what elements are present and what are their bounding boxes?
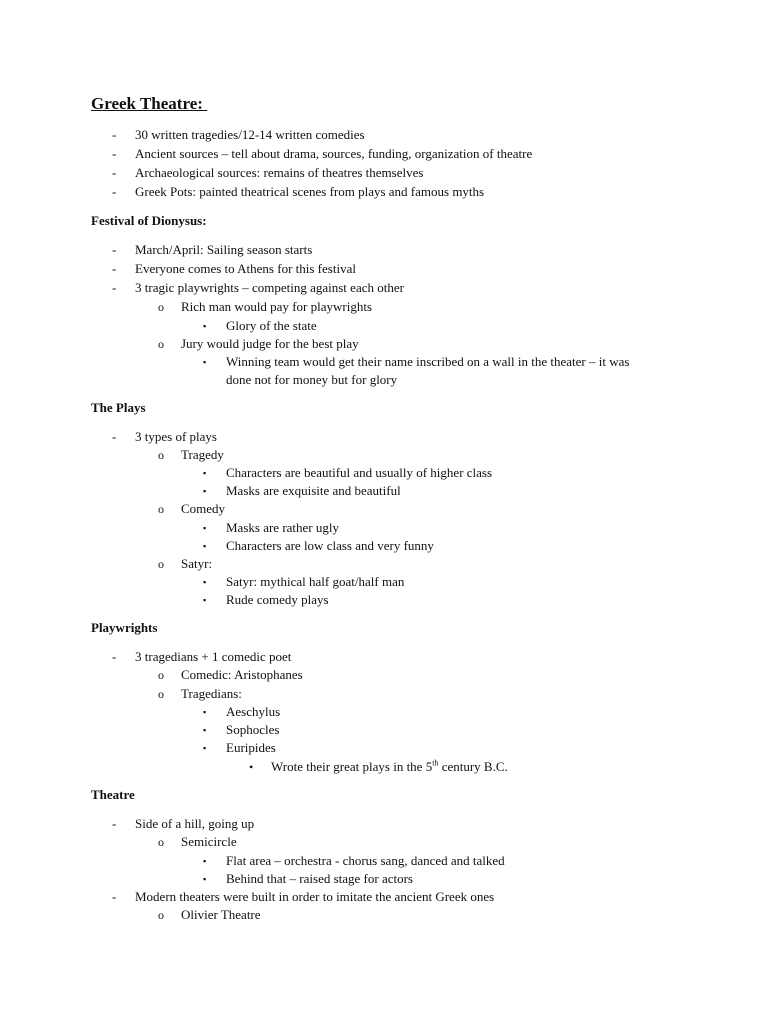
dash-bullet-icon: - bbox=[112, 165, 117, 180]
list-item bbox=[0, 164, 768, 182]
list-item bbox=[0, 446, 768, 464]
square-bullet-icon: ▪ bbox=[203, 523, 207, 533]
list-item-text: Greek Pots: painted theatrical scenes from plays and famous myths bbox=[135, 184, 485, 199]
circle-bullet-icon: o bbox=[158, 448, 164, 462]
square-bullet-icon: ▪ bbox=[203, 595, 207, 605]
list-item bbox=[0, 241, 768, 259]
list-item-text: Winning team would get their name inscribed on a wall in the theater – it was bbox=[226, 354, 630, 369]
square-bullet-icon: ▪ bbox=[203, 874, 207, 884]
list-item bbox=[0, 758, 768, 776]
list-item-text: Archaeological sources: remains of theatres themselves bbox=[135, 165, 424, 180]
list-item-text: Euripides bbox=[226, 740, 276, 755]
list-item-text: Jury would judge for the best play bbox=[181, 336, 359, 351]
circle-bullet-icon: o bbox=[158, 687, 164, 701]
list-item-text: Behind that – raised stage for actors bbox=[226, 871, 413, 886]
dash-bullet-icon: - bbox=[112, 429, 117, 444]
circle-bullet-icon: o bbox=[158, 668, 164, 682]
list-item-text: done not for money but for glory bbox=[226, 372, 398, 387]
list-item bbox=[0, 279, 768, 297]
list-item bbox=[0, 500, 768, 518]
list-item bbox=[0, 666, 768, 684]
dash-bullet-icon: - bbox=[112, 242, 117, 257]
document-title: Greek Theatre: bbox=[91, 94, 208, 113]
list-item-text: Rude comedy plays bbox=[226, 592, 329, 607]
circle-bullet-icon: o bbox=[158, 557, 164, 571]
list-item-text: Characters are beautiful and usually of higher class bbox=[226, 465, 493, 480]
list-item bbox=[0, 648, 768, 666]
list-item-text: Side of a hill, going up bbox=[135, 816, 255, 831]
list-item-text: 3 tragedians + 1 comedic poet bbox=[135, 649, 292, 664]
list-item bbox=[0, 888, 768, 906]
list-item-text: 30 written tragedies/12-14 written comedies bbox=[135, 127, 365, 142]
list-item-text: Satyr: bbox=[181, 556, 213, 571]
dash-bullet-icon: - bbox=[112, 127, 117, 142]
dash-bullet-icon: - bbox=[112, 816, 117, 831]
list-item bbox=[0, 260, 768, 278]
circle-bullet-icon: o bbox=[158, 300, 164, 314]
list-item bbox=[0, 519, 768, 537]
square-bullet-icon: ▪ bbox=[203, 321, 207, 331]
dash-bullet-icon: - bbox=[112, 280, 117, 295]
list-item-text: Sophocles bbox=[226, 722, 280, 737]
square-bullet-icon: ▪ bbox=[203, 577, 207, 587]
circle-bullet-icon: o bbox=[158, 337, 164, 351]
list-item bbox=[0, 126, 768, 144]
list-item bbox=[0, 906, 768, 924]
list-item bbox=[0, 317, 768, 335]
circle-bullet-icon: o bbox=[158, 502, 164, 516]
list-item-text: Tragedy bbox=[181, 447, 224, 462]
list-item-text: Rich man would pay for playwrights bbox=[181, 299, 372, 314]
list-item-text: Comedic: Aristophanes bbox=[181, 667, 303, 682]
list-item-text: March/April: Sailing season starts bbox=[135, 242, 313, 257]
list-item-text: Glory of the state bbox=[226, 318, 317, 333]
dash-bullet-icon: - bbox=[112, 261, 117, 276]
list-item bbox=[0, 482, 768, 500]
list-item bbox=[0, 721, 768, 739]
list-item bbox=[0, 555, 768, 573]
text-run: Wrote their great plays in the 5 bbox=[271, 759, 433, 774]
list-item-continuation bbox=[0, 371, 768, 389]
list-item bbox=[0, 739, 768, 757]
list-item bbox=[0, 335, 768, 353]
list-item-text: Semicircle bbox=[181, 834, 237, 849]
list-item-text: Characters are low class and very funny bbox=[226, 538, 434, 553]
square-bullet-icon: ▪ bbox=[203, 743, 207, 753]
list-item bbox=[0, 537, 768, 555]
list-item bbox=[0, 685, 768, 703]
list-item bbox=[0, 298, 768, 316]
circle-bullet-icon: o bbox=[158, 835, 164, 849]
list-item-text: Aeschylus bbox=[226, 704, 281, 719]
list-item bbox=[0, 183, 768, 201]
list-item-text: Olivier Theatre bbox=[181, 907, 261, 922]
list-item-text: Masks are rather ugly bbox=[226, 520, 339, 535]
list-item-text: Satyr: mythical half goat/half man bbox=[226, 574, 405, 589]
list-item-text: Flat area – orchestra - chorus sang, danced and talked bbox=[226, 853, 505, 868]
list-item bbox=[0, 703, 768, 721]
list-item bbox=[0, 353, 768, 371]
square-bullet-icon: ▪ bbox=[203, 486, 207, 496]
square-bullet-icon: ▪ bbox=[203, 725, 207, 735]
list-item-text: 3 types of plays bbox=[135, 429, 217, 444]
list-item-text: 3 tragic playwrights – competing against each other bbox=[135, 280, 404, 295]
list-item-text bbox=[271, 758, 508, 776]
superscript-ordinal: th bbox=[432, 758, 439, 768]
list-item bbox=[0, 573, 768, 591]
section-heading-playwrights: Playwrights bbox=[91, 620, 158, 635]
list-item bbox=[0, 815, 768, 833]
list-item-text: Ancient sources – tell about drama, sources, funding, organization of theatre bbox=[135, 146, 533, 161]
list-item bbox=[0, 870, 768, 888]
list-item bbox=[0, 464, 768, 482]
square-bullet-icon: ▪ bbox=[203, 468, 207, 478]
list-item bbox=[0, 428, 768, 446]
section-heading-theatre: Theatre bbox=[91, 787, 135, 802]
list-item bbox=[0, 145, 768, 163]
dash-bullet-icon: - bbox=[112, 184, 117, 199]
list-item-text: Tragedians: bbox=[181, 686, 242, 701]
list-item-text: Everyone comes to Athens for this festival bbox=[135, 261, 356, 276]
list-item bbox=[0, 591, 768, 609]
dot-bullet-icon: • bbox=[249, 760, 254, 774]
section-heading-plays: The Plays bbox=[91, 400, 146, 415]
text-run: century B.C. bbox=[438, 759, 508, 774]
square-bullet-icon: ▪ bbox=[203, 541, 207, 551]
square-bullet-icon: ▪ bbox=[203, 856, 207, 866]
dash-bullet-icon: - bbox=[112, 649, 117, 664]
list-item-text: Modern theaters were built in order to imitate the ancient Greek ones bbox=[135, 889, 495, 904]
circle-bullet-icon: o bbox=[158, 908, 164, 922]
list-item-text: Masks are exquisite and beautiful bbox=[226, 483, 401, 498]
list-item-text: Comedy bbox=[181, 501, 226, 516]
dash-bullet-icon: - bbox=[112, 146, 117, 161]
list-item bbox=[0, 833, 768, 851]
square-bullet-icon: ▪ bbox=[203, 707, 207, 717]
dash-bullet-icon: - bbox=[112, 889, 117, 904]
list-item bbox=[0, 852, 768, 870]
square-bullet-icon: ▪ bbox=[203, 357, 207, 367]
section-heading-festival: Festival of Dionysus: bbox=[91, 213, 207, 228]
